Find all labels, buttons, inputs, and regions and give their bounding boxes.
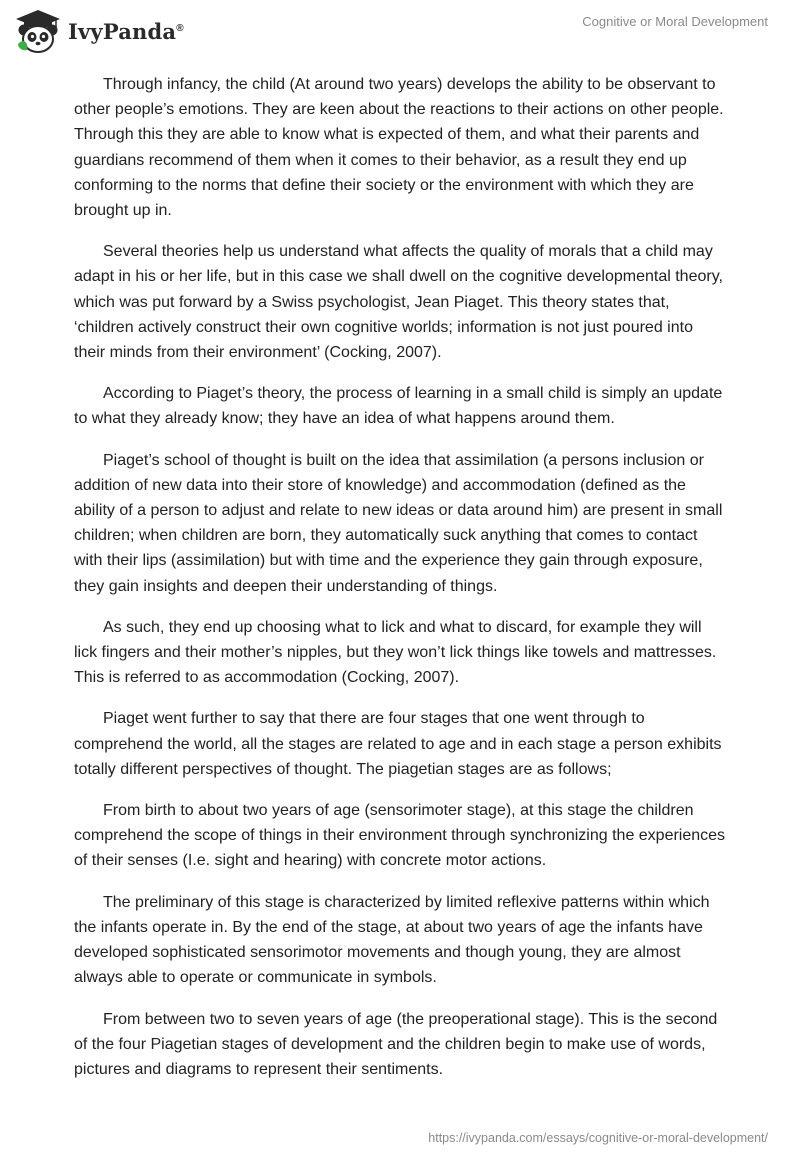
paragraph: From birth to about two years of age (sensorimoter stage), at this stage the children comprehend the scope of things in their environment through synchronizing the experiences of their senses (I.e. sight and hearing) with concrete motor actions.	[74, 802, 726, 870]
ivypanda-logo[interactable]	[14, 8, 184, 54]
paragraph: Piaget went further to say that there are four stages that one went through to comprehend the world, all the stages are related to age and in each stage a person exhibits totally different perspectives of thought. The piagetian stages are as follows;	[74, 710, 722, 778]
page-header	[0, 0, 800, 60]
paragraph: Through infancy, the child (At around two years) develops the ability to be observant to other people’s emotions. They are keen about the reactions to their actions on other people. Through this they are able to know what is expected of them, and what their parents and guardians recommend of them when it comes to their behavior, as a result they end up conforming to the norms that define their society or the environment with which they are brought up in.	[74, 76, 724, 220]
paragraph: Several theories help us understand what affects the quality of morals that a child may adapt in his or her life, but in this case we shall dwell on the cognitive developmental theory, which was put forward by a Swiss psychologist, Jean Piaget. This theory states that, ‘children actively construct their own cognitive worlds; information is not just poured into their minds from their environment’ (Cocking, 2007).	[74, 243, 723, 362]
paragraph: According to Piaget’s theory, the process of learning in a small child is simply an update to what they already know; they have an idea of what happens around them.	[74, 385, 723, 428]
paragraph: From between two to seven years of age (the preoperational stage). This is the second of the four Piagetian stages of development and the children begin to make use of words, pictures and diagrams to represent their sentiments.	[74, 1010, 718, 1078]
paragraph: Piaget’s school of thought is built on the idea that assimilation (a persons inclusion or addition of new data into their store of knowledge) and accommodation (defined as the ability of a person to adjust and relate to new ideas or data around him) are present in small children; when children are born, they automatically suck anything that comes to contact with their lips (assimilation) but with time and the experience they gain through exposure, they gain insights and deepen their understanding of things.	[74, 451, 723, 595]
essay-body	[74, 72, 726, 1098]
paragraph: As such, they end up choosing what to lick and what to discard, for example they will lick fingers and their mother’s nipples, but they won’t lick things like towels and mattresses. This is referred to as accommodation (Cocking, 2007).	[74, 618, 717, 687]
document-title: Cognitive or Moral Development	[582, 14, 768, 29]
source-url[interactable]: https://ivypanda.com/essays/cognitive-or-moral-development/	[428, 1131, 768, 1145]
panda-graduate-icon	[14, 8, 62, 54]
logo-wordmark: IvyPanda®	[68, 18, 184, 44]
paragraph: The preliminary of this stage is characterized by limited reflexive patterns within which the infants operate in. By the end of the stage, at about two years of age the infants have developed sophisticated sensorimotor movements and though young, they are almost always able to operate or communicate in symbols.	[74, 893, 710, 987]
